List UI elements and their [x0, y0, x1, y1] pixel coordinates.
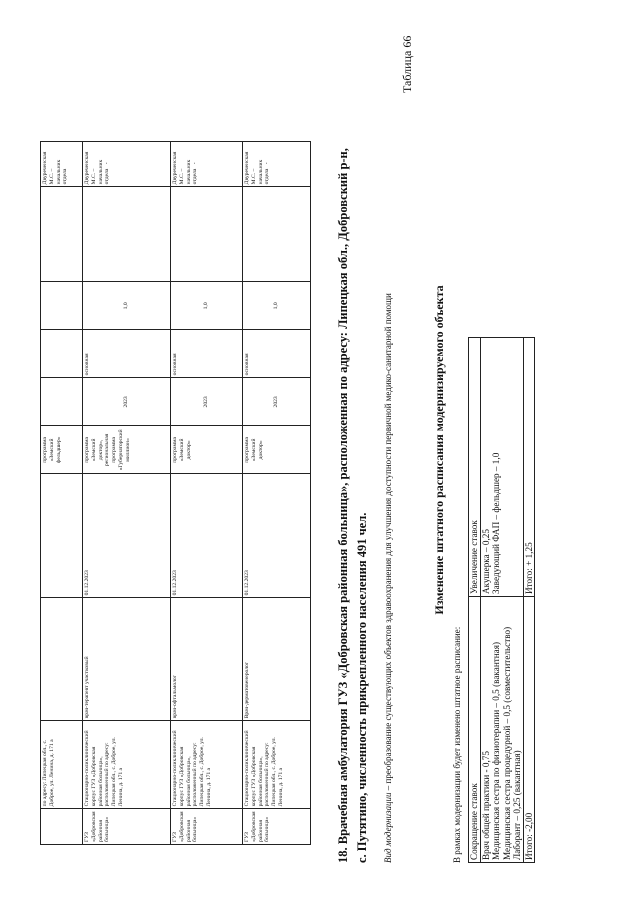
date-cell: [41, 474, 83, 598]
blank-cell: [243, 187, 311, 282]
program-cell: программа «Земский доктор»: [171, 426, 243, 474]
org-cell: [41, 809, 83, 845]
address-cell: по адресу: Липецкая обл., с. Доброе, ул. Ленина, д. 171 а: [41, 721, 83, 809]
increase-list: [480, 338, 523, 597]
header-reduction: Сокращение ставок: [469, 597, 481, 863]
modernization-text: – преобразование существующих объектов здравоохранения для улучшения доступности первичной медико-санитарной помощи: [383, 293, 393, 793]
responsible-cell: [171, 142, 243, 187]
basis-cell: основная: [171, 330, 243, 378]
responsible-cell: Двуреченская М.С. – начальник отдела: [41, 142, 83, 187]
continuation-table: [40, 141, 311, 845]
reduction-total: Итого: -2,00: [523, 597, 535, 863]
reduction-list: [480, 597, 523, 863]
dash-mark: -: [104, 162, 111, 165]
table-row: [243, 142, 311, 845]
position-cell: врач-терапевт участковый: [83, 598, 171, 721]
table-title: Изменение штатного расписания модернизируемого объекта: [432, 285, 446, 615]
table-row: [83, 142, 171, 845]
rate-cell: 1,0: [171, 282, 243, 330]
table-row: [480, 338, 523, 863]
increase-total: Итого: + 1,25: [523, 338, 535, 597]
table-row: [171, 142, 243, 845]
responsible-text: Двуреченская М.С. – начальник отдела: [84, 151, 111, 185]
dash-mark: -: [192, 162, 199, 165]
table-number: Таблица 66: [400, 35, 414, 93]
org-cell: ГУЗ «Добровская районная больница»: [171, 809, 243, 845]
address-cell: Стационарно-поликлинический корпус ГУЗ «Добровская районная больница», расположенный по адресу: Липецкая обл., с. Доброе, ул. Ленина, д. 171 а: [243, 721, 311, 809]
year-cell: 2023: [171, 378, 243, 426]
program-cell: программа «Земский доктор»: [243, 426, 311, 474]
list-item: Врач общей практики - 0,75: [480, 751, 491, 860]
year-cell: 2023: [243, 378, 311, 426]
year-cell: 2023: [83, 378, 171, 426]
responsible-cell: [83, 142, 171, 187]
blank-cell: [41, 187, 83, 282]
responsible-cell: [243, 142, 311, 187]
program-cell: программа «Земский фельдшер»: [41, 426, 83, 474]
table-total-row: [523, 338, 535, 863]
address-cell: Стационарно-поликлинический корпус ГУЗ «Добровская районная больница», расположенный по адресу: Липецкая обл., с. Доброе, ул. Ленина, д. 171 а: [83, 721, 171, 809]
basis-cell: [41, 330, 83, 378]
rate-cell: 1,0: [83, 282, 171, 330]
position-cell: [41, 598, 83, 721]
list-item: Заведующий ФАП – фельдшер – 1,0: [491, 452, 502, 594]
responsible-text: Двуреченская М.С. – начальник отдела: [172, 151, 199, 185]
list-item: Лаборант – 0,25 (вакантная): [512, 750, 523, 860]
header-increase: Увеличение ставок: [469, 338, 481, 597]
year-cell: [41, 378, 83, 426]
list-item: Акушерка – 0,25: [480, 529, 491, 594]
date-cell: 01.12.2023: [171, 474, 243, 598]
org-cell: ГУЗ «Добровская районная больница»: [83, 809, 171, 845]
rate-cell: 1,0: [243, 282, 311, 330]
date-cell: 01.12.2023: [243, 474, 311, 598]
position-cell: Врач-дерматовенеролог: [243, 598, 311, 721]
list-item: Медицинская сестра по физиотерапии – 0,5 (вакантная): [491, 641, 502, 860]
blank-cell: [171, 187, 243, 282]
program-cell: программа «Земский доктор», региональная программа «Губернаторский миллион»: [83, 426, 171, 474]
intro-paragraph: В рамках модернизации будет изменено штатное расписание:: [452, 626, 462, 863]
responsible-text: Двуреченская М.С. – начальник отдела: [244, 151, 271, 185]
basis-cell: основная: [243, 330, 311, 378]
table-header-row: [469, 338, 481, 863]
dash-mark: -: [264, 162, 271, 165]
basis-cell: основная: [83, 330, 171, 378]
table-row: [41, 142, 83, 845]
address-cell: Стационарно-поликлинический корпус ГУЗ «Добровская районная больница», расположенный по адресу: Липецкая обл., с. Доброе, ул. Ленина, д. 171 а: [171, 721, 243, 809]
blank-cell: [83, 187, 171, 282]
list-item: Медицинская сестра процедурной – 0,5 (совместительство): [501, 626, 512, 860]
modernization-label: Вид модернизации: [383, 792, 393, 863]
position-cell: врач-офтальмолог: [171, 598, 243, 721]
rate-cell: [41, 282, 83, 330]
modernization-type: [382, 253, 394, 863]
date-cell: 01.12.2023: [83, 474, 171, 598]
org-cell: ГУЗ «Добровская районная больница»: [243, 809, 311, 845]
staffing-table: [468, 337, 535, 863]
section-heading: 18. Врачебная амбулатория ГУЗ «Добровская районная больница», расположенная по адресу: Липецкая обл., Добровский р-н, с. Путятино, численность прикрепленного населения 491 чел.: [336, 148, 370, 863]
